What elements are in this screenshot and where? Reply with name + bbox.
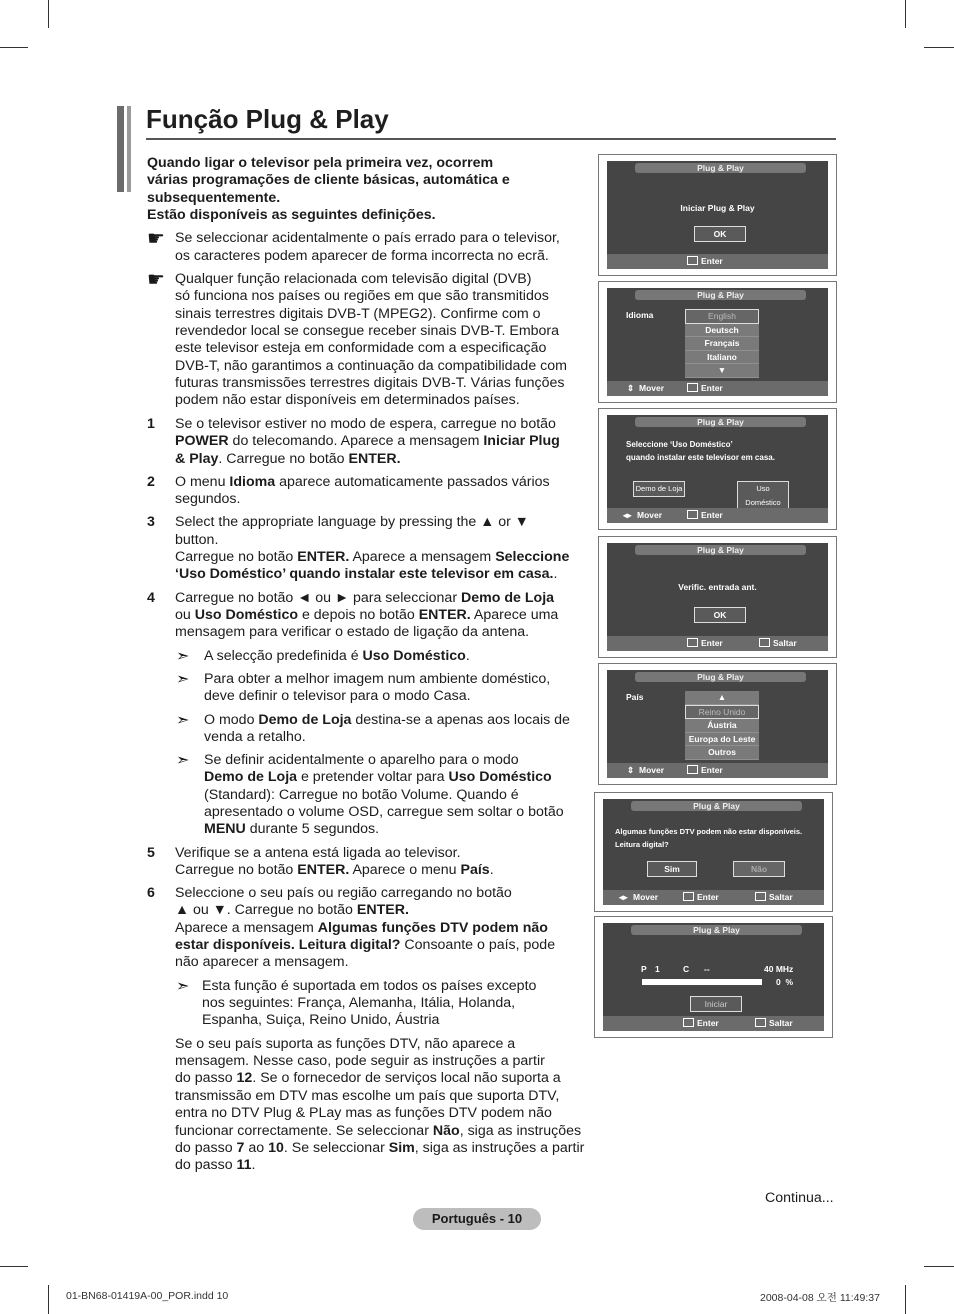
osd-panel-country: [598, 663, 837, 785]
home-use-button[interactable]: Uso Doméstico: [737, 481, 789, 511]
step-number: 2: [147, 474, 155, 490]
osd-panel-language: [598, 281, 837, 403]
note-line: apresentado o volume OSD, carregue sem soltar o botão: [204, 804, 564, 820]
program-label: P: [641, 964, 647, 974]
pointing-hand-icon: ☛: [147, 269, 165, 291]
channel-value: --: [704, 964, 710, 974]
osd-header: Plug & Play: [635, 417, 806, 427]
note-line: MENU durante 5 segundos.: [204, 821, 380, 837]
arrow-note-icon: ➣: [176, 752, 190, 769]
osd-panel-dtv: [594, 792, 833, 912]
crop-mark: [905, 1285, 906, 1314]
note-line: Se definir acidentalmente o aparelho para o modo: [204, 752, 519, 768]
crop-mark: [924, 1266, 954, 1267]
title-accent-bar: [117, 106, 124, 192]
para-line: Se o seu país suporta as funções DTV, não aparece a: [175, 1036, 516, 1052]
osd-footer: Enter Saltar: [607, 636, 828, 651]
step-number: 4: [147, 590, 155, 606]
scan-progress-bar: [642, 979, 762, 985]
note-line: Demo de Loja e pretender voltar para Uso Doméstico: [204, 769, 552, 785]
pointing-hand-icon: ☛: [147, 228, 165, 250]
scroll-up-icon[interactable]: ▲: [685, 691, 759, 705]
note-line: os caracteres podem aparecer de forma incorrecta no ecrã.: [175, 248, 549, 264]
para-line: funcionar correctamente. Se seleccionar Não, siga as instruções: [175, 1123, 582, 1139]
osd-ok-button[interactable]: OK: [694, 607, 746, 623]
osd-panel-antenna: [598, 536, 837, 658]
move-icon: ⇕: [627, 383, 635, 393]
para-line: entra no DTV Plug & PLay mas as funções DTV podem não: [175, 1105, 552, 1121]
imprint-file: 01-BN68-01419A-00_POR.indd 10: [66, 1290, 229, 1302]
para-line: do passo 12. Se o fornecedor de serviços local não suporta a: [175, 1070, 561, 1086]
step-line: Aparece a mensagem Algumas funções DTV podem não: [175, 920, 548, 936]
note-line: Espanha, Suiça, Reino Unido, Áustria: [202, 1012, 440, 1028]
note-line: venda a retalho.: [204, 729, 306, 745]
enter-icon: [687, 638, 698, 647]
osd-message: Algumas funções DTV podem não estar disponíveis.: [615, 827, 803, 836]
language-option[interactable]: Français: [685, 337, 759, 351]
scroll-down-icon[interactable]: ▼: [685, 364, 759, 378]
step-line: O menu Idioma aparece automaticamente passados vários: [175, 474, 550, 490]
step-line: & Play. Carregue no botão ENTER.: [175, 451, 401, 467]
skip-icon: [759, 638, 770, 647]
step-number: 3: [147, 514, 155, 530]
crop-mark: [48, 0, 49, 28]
note-line: só funciona nos países ou regiões em que são transmitidos: [175, 288, 549, 304]
osd-header: Plug & Play: [635, 545, 806, 555]
step-line: ou Uso Doméstico e depois no botão ENTER. Aparece uma: [175, 607, 559, 623]
country-option[interactable]: Outros: [685, 746, 759, 760]
arrow-note-icon: ➣: [176, 978, 190, 995]
note-line: deve definir o televisor para o modo Casa.: [204, 688, 471, 704]
note-line: podem não estar disponíveis em determinados países.: [175, 392, 520, 408]
para-line: do passo 7 ao 10. Se seleccionar Sim, siga as instruções a partir: [175, 1140, 585, 1156]
intro-line: várias programações de cliente básicas, automática e: [147, 172, 510, 188]
step-number: 5: [147, 845, 155, 861]
note-line: revendedor local se consegue receber sinais DVB-T. Embora: [175, 323, 560, 339]
note-line: este televisor esteja em conformidade com a especificação: [175, 340, 547, 356]
country-list[interactable]: [685, 691, 759, 760]
continue-label: Continua...: [765, 1190, 834, 1206]
no-button[interactable]: Não: [733, 861, 785, 877]
channel-label: C: [683, 964, 690, 974]
intro-line: subsequentemente.: [147, 190, 281, 206]
start-button[interactable]: Iniciar: [690, 996, 742, 1012]
enter-icon: [687, 256, 698, 265]
demo-store-button[interactable]: Demo de Loja: [633, 481, 685, 497]
osd-header: Plug & Play: [635, 163, 806, 173]
enter-icon: [683, 1018, 694, 1027]
scan-percent: 0 %: [776, 977, 794, 987]
osd-label-language: Idioma: [626, 310, 654, 320]
step-line: não aparecer a mensagem.: [175, 954, 349, 970]
note-line: Esta função é suportada em todos os países excepto: [202, 978, 537, 994]
osd-message: Seleccione ‘Uso Doméstico’: [626, 440, 733, 449]
page-number-badge: Português - 10: [413, 1208, 541, 1230]
arrow-note-icon: ➣: [176, 712, 190, 729]
imprint-date: 2008-04-08 오전 11:49:37: [760, 1292, 880, 1304]
crop-mark: [905, 0, 906, 28]
step-line: ‘Uso Doméstico’ quando instalar este televisor em casa..: [175, 566, 558, 582]
osd-panel-scan: [594, 916, 833, 1038]
osd-ok-button[interactable]: OK: [694, 226, 746, 242]
crop-mark: [48, 1285, 49, 1314]
step-line: Seleccione o seu país ou região carregando no botão: [175, 885, 512, 901]
osd-header: Plug & Play: [635, 290, 806, 300]
step-line: Carregue no botão ◄ ou ► para seleccionar Demo de Loja: [175, 590, 555, 606]
para-line: do passo 11.: [175, 1157, 256, 1173]
skip-icon: [755, 1018, 766, 1027]
note-line: futuras transmissões terrestres digitais DVB-T. Várias funções: [175, 375, 565, 391]
enter-icon: [687, 510, 698, 519]
osd-footer: Enter Saltar: [603, 1016, 824, 1031]
osd-header: Plug & Play: [631, 801, 802, 811]
osd-footer: ◂▸ Mover Enter Saltar: [603, 890, 824, 905]
left-right-icon: ◂▸: [619, 892, 628, 902]
note-line: O modo Demo de Loja destina-se a apenas aos locais de: [204, 712, 570, 728]
osd-footer: ◂▸ Mover Enter: [607, 508, 828, 523]
note-line: (Standard): Carregue no botão Volume. Quando é: [204, 787, 519, 803]
crop-mark: [924, 47, 954, 48]
note-line: Qualquer função relacionada com televisão digital (DVB): [175, 271, 532, 287]
osd-message: Leitura digital?: [615, 840, 669, 849]
osd-label-country: País: [626, 692, 644, 702]
country-option[interactable]: Áustria: [685, 719, 759, 733]
para-line: transmissão em DTV mas escolhe um país que suporta DTV,: [175, 1088, 560, 1104]
step-line: Carregue no botão ENTER. Aparece o menu País.: [175, 862, 494, 878]
crop-mark: [0, 47, 28, 48]
language-option[interactable]: Deutsch: [685, 324, 759, 338]
enter-icon: [687, 765, 698, 774]
crop-mark: [0, 1266, 28, 1267]
step-line: Se o televisor estiver no modo de espera, carregue no botão: [175, 416, 556, 432]
country-option[interactable]: Europa do Leste: [685, 733, 759, 747]
yes-button[interactable]: Sim: [647, 861, 697, 877]
osd-message: Verific. entrada ant.: [678, 582, 757, 592]
step-number: 6: [147, 885, 155, 901]
step-line: segundos.: [175, 491, 241, 507]
note-line: A selecção predefinida é Uso Doméstico.: [204, 648, 470, 664]
left-right-icon: ◂▸: [623, 510, 632, 520]
osd-footer: ⇕ Mover Enter: [607, 381, 828, 396]
frequency: 40 MHz: [764, 964, 794, 974]
step-line: mensagem para verificar o estado de ligação da antena.: [175, 624, 530, 640]
step-line: Carregue no botão ENTER. Aparece a mensagem Seleccione: [175, 549, 570, 565]
osd-header: Plug & Play: [631, 925, 802, 935]
step-number: 1: [147, 416, 155, 432]
osd-footer: Enter: [607, 254, 828, 269]
language-option[interactable]: Italiano: [685, 351, 759, 365]
note-line: DVB-T, não garantimos a continuação da compatibilidade com: [175, 358, 567, 374]
note-line: nos seguintes: França, Alemanha, Itália, Holanda,: [202, 995, 516, 1011]
osd-footer: ⇕ Mover Enter: [607, 763, 828, 778]
step-line: Select the appropriate language by pressing the ▲ or ▼: [175, 514, 529, 530]
osd-message: Iniciar Plug & Play: [680, 203, 755, 213]
title-accent-bar: [127, 106, 131, 192]
enter-icon: [683, 892, 694, 901]
osd-message: quando instalar este televisor em casa.: [626, 453, 775, 462]
country-option[interactable]: Reino Unido: [685, 705, 759, 720]
title-rule: [146, 138, 836, 140]
osd-panel-mode: [598, 408, 837, 530]
arrow-note-icon: ➣: [176, 648, 190, 665]
step-line: button.: [175, 532, 219, 548]
note-line: Se seleccionar acidentalmente o país errado para o televisor,: [175, 230, 560, 246]
language-list[interactable]: [685, 309, 759, 378]
step-line: estar disponíveis. Leitura digital? Consoante o país, pode: [175, 937, 556, 953]
program-value: 1: [655, 964, 660, 974]
step-line: POWER do telecomando. Aparece a mensagem Iniciar Plug: [175, 433, 560, 449]
skip-icon: [755, 892, 766, 901]
intro-line: Quando ligar o televisor pela primeira vez, ocorrem: [147, 155, 494, 171]
note-line: Para obter a melhor imagem num ambiente doméstico,: [204, 671, 551, 687]
intro-line: Estão disponíveis as seguintes definições.: [147, 207, 436, 223]
move-icon: ⇕: [627, 765, 635, 775]
note-line: sinais terrestres digitais DVB-T (MPEG2). Confirme com o: [175, 306, 541, 322]
step-line: ▲ ou ▼. Carregue no botão ENTER.: [175, 902, 409, 918]
language-option[interactable]: English: [685, 309, 759, 324]
page-title: Função Plug & Play: [146, 104, 389, 134]
step-line: Verifique se a antena está ligada ao televisor.: [175, 845, 461, 861]
enter-icon: [687, 383, 698, 392]
para-line: mensagem. Nesse caso, pode seguir as instruções a partir: [175, 1053, 545, 1069]
arrow-note-icon: ➣: [176, 671, 190, 688]
osd-panel-start: [598, 154, 837, 276]
osd-header: Plug & Play: [635, 672, 806, 682]
